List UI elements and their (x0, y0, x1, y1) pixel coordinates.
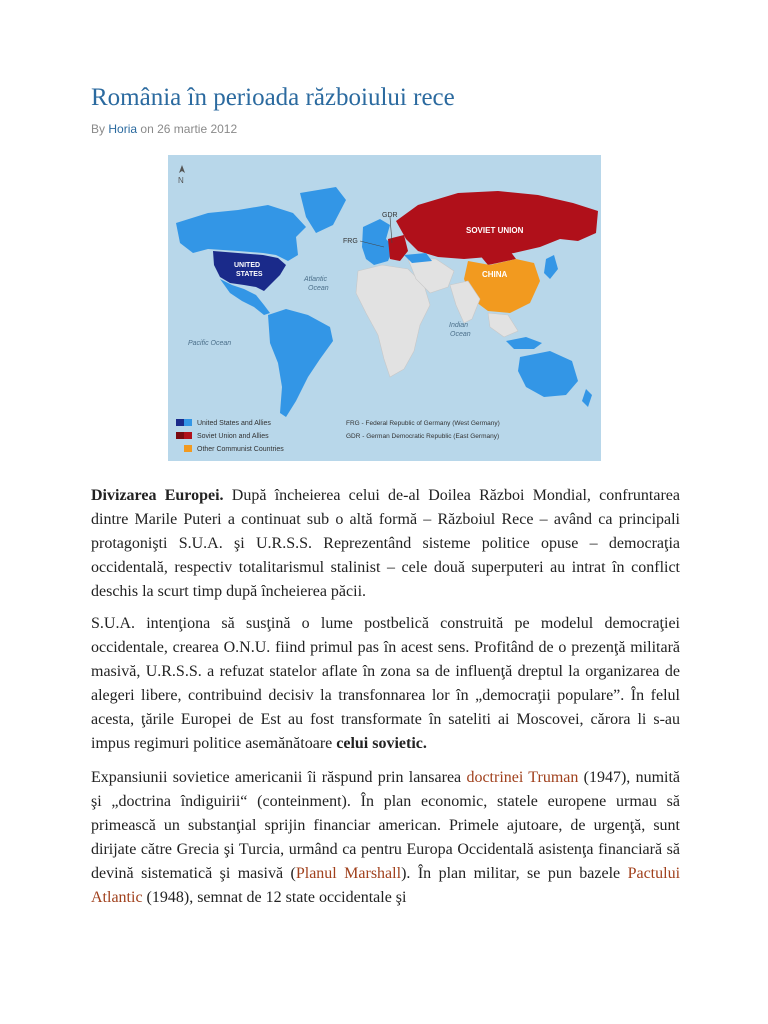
post-date: 26 martie 2012 (157, 122, 238, 136)
paragraph-heading: Divizarea Europei. (91, 487, 224, 504)
map-graphic (168, 155, 601, 461)
legend-gdr-definition: GDR - German Democratic Republic (East Germany) (346, 433, 500, 440)
cold-war-world-map (168, 155, 601, 461)
soviet-union-label: SOVIET UNION (466, 226, 524, 235)
indian-label-2: Ocean (450, 331, 471, 338)
paragraph-3-text-1: Expansiunii sovietice americanii îi răspund prin lansarea (91, 769, 467, 786)
paragraph-sua (91, 612, 680, 756)
legend-swatch-us (176, 419, 184, 426)
paragraph-3-text-3: ). În plan militar, se pun bazele (401, 865, 628, 882)
legend-frg-definition: FRG - Federal Republic of Germany (West Germany) (346, 420, 500, 427)
paragraph-divizarea (91, 484, 680, 604)
pacific-label: Pacific Ocean (188, 340, 232, 347)
united-states-label-1: UNITED (234, 262, 261, 269)
paragraph-3-text-4: (1948), semnat de 12 state occidentale şi (142, 889, 407, 906)
paragraph-expansiunii (91, 766, 680, 910)
paragraph-3-text-2: (1947), numită şi „doctrina îndiguirii“ (conteinment). În plan economic, statele europene urmau să primească un substanţial sprijin financiar american. Primele ajutoare, de urgenţă, sunt dirijate către Grecia şi Turcia, urmând ca pentru Europa Occidentală asistenţa financiară să devină sistematică şi masivă ( (91, 769, 681, 882)
article-title[interactable]: România în perioada războiului rece (91, 84, 455, 111)
paragraph-2-bold: celui sovietic. (336, 735, 427, 752)
link-pactul-atlantic[interactable]: Pactului Atlantic (91, 865, 681, 906)
paragraph-2-text: S.U.A. intenţiona să susţină o lume postbelică construită pe modelul democraţiei occidentale, crearea O.N.U. fiind primul pas în acest sens. Profitând de o prezenţă militară masivă, U.R.S.S. a refuzat statelor aflate în zona sa de influenţă dreptul la organizarea de alegeri libere, contribuind decisiv la transfonnarea lor în „democraţii populare”. În felul acesta, ţările Europei de Est au fost transformate în sateliti ai Moscovei, cărora li s-au impus regimuri politice asemănătoare (91, 615, 680, 752)
atlantic-label-1: Atlantic (304, 276, 327, 283)
paragraph-1-text: După încheierea celui de-al Doilea Război Mondial, confruntarea dintre Marile Puteri a continuat sub o altă formă – Războiul Rece – având ca principali protagonişti S.U.A. şi U.R.S.S. Reprezentând sisteme politice opuse – democraţia occidentală, respectiv totalitarismul stalinist – cele două superputeri au intrat în conflict deschis la scurt timp după încheierea păcii. (91, 487, 680, 600)
atlantic-label-2: Ocean (308, 285, 329, 292)
legend-swatch-other (184, 445, 192, 452)
frg-label: FRG (343, 238, 358, 245)
united-states-label-2: STATES (236, 271, 263, 278)
legend-swatch-soviet-allies (184, 432, 192, 439)
legend-soviet-allies: Soviet Union and Allies (197, 433, 269, 440)
north-label: N (178, 176, 184, 185)
date-prefix: on (140, 122, 154, 136)
china-label: CHINA (482, 270, 508, 279)
legend-us-allies: United States and Allies (197, 420, 271, 427)
legend-other-communist: Other Communist Countries (197, 446, 284, 453)
author-link[interactable]: Horia (108, 122, 138, 136)
legend-swatch-soviet (176, 432, 184, 439)
legend-swatch-us-allies (184, 419, 192, 426)
link-planul-marshall[interactable]: Planul Marshall (295, 865, 402, 882)
byline (91, 122, 237, 136)
indian-label-1: Indian (449, 322, 469, 329)
gdr-label: GDR (382, 212, 398, 219)
link-doctrina-truman[interactable]: doctrinei Truman (466, 769, 579, 786)
byline-prefix: By (91, 122, 106, 136)
